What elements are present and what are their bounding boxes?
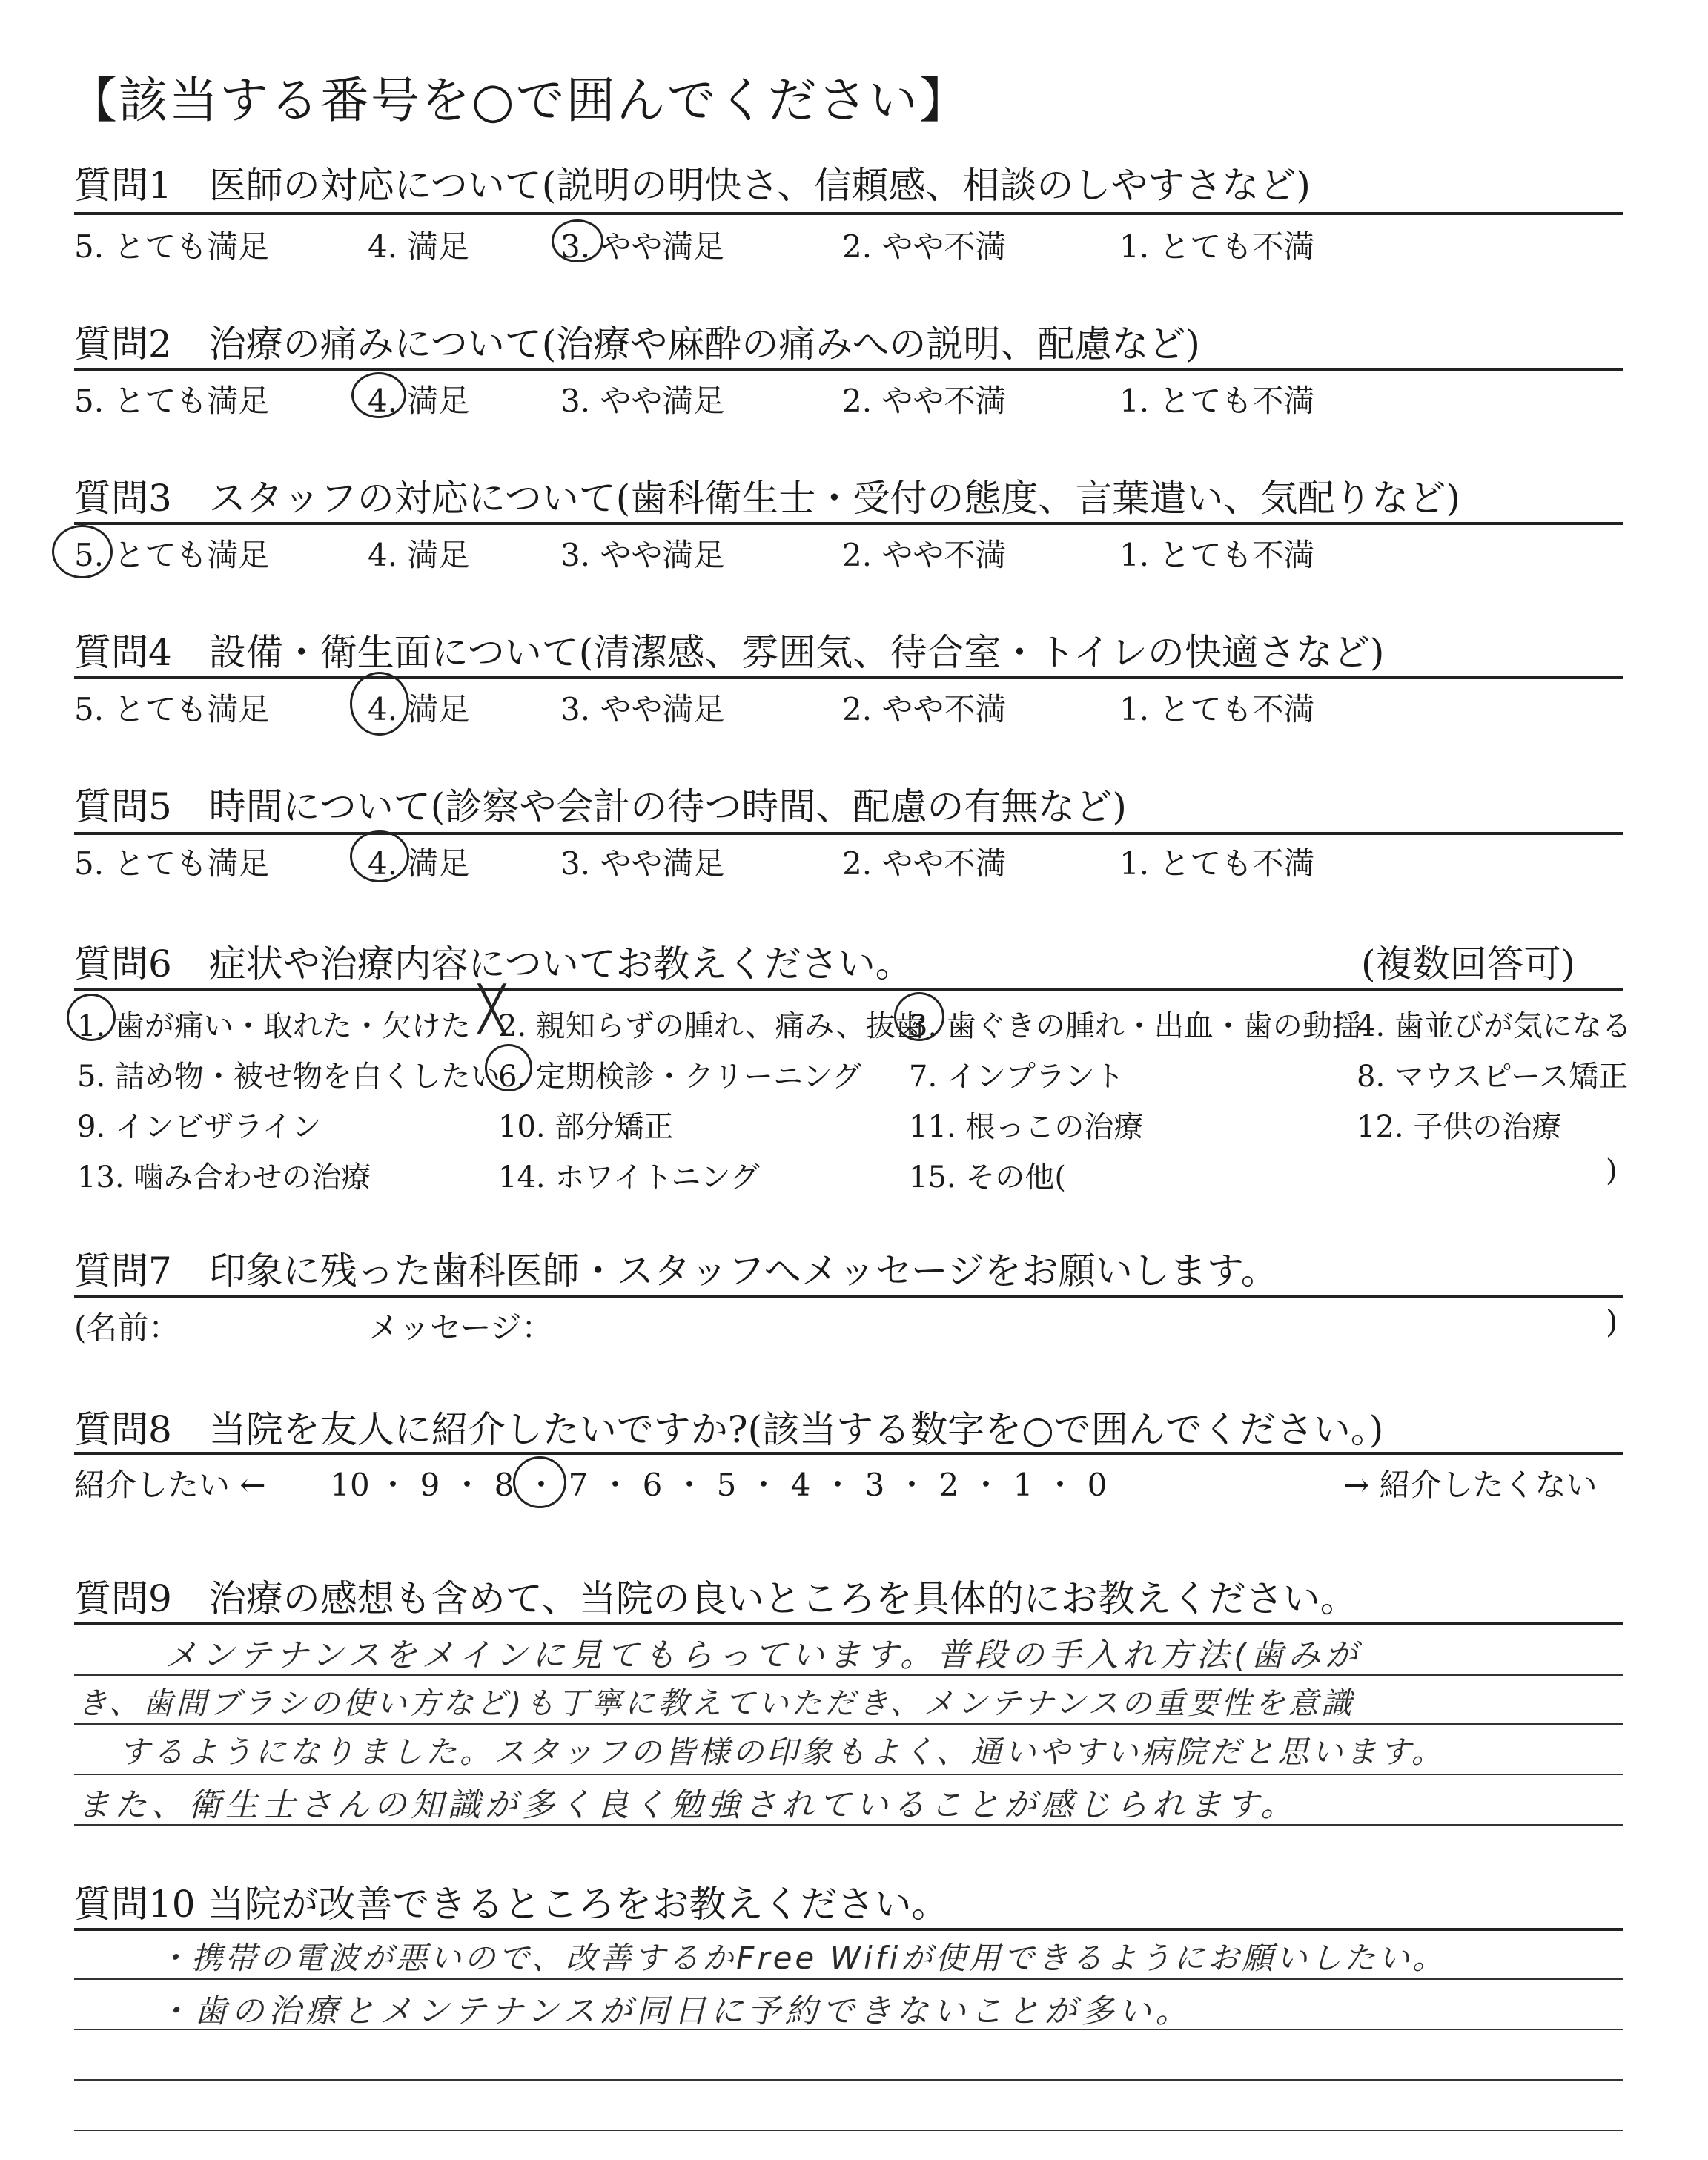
question-6-note: (複数回答可) xyxy=(1361,942,1576,985)
divider xyxy=(74,1295,1623,1298)
q6-option-14[interactable]: 14. ホワイトニング xyxy=(498,1160,760,1195)
q5-option-1[interactable]: 1. とても不満 xyxy=(1119,845,1315,882)
q6-option-2[interactable]: 2. 親知らずの腫れ、痛み、抜歯 xyxy=(498,1009,925,1043)
q2-option-2[interactable]: 2. やや不満 xyxy=(842,383,1007,419)
q9-answer-line: メンテナンスをメインに見てもらっています。普段の手入れ方法(歯みが xyxy=(165,1636,1363,1674)
q1-option-3[interactable]: 3. やや満足 xyxy=(560,228,725,265)
q8-number-2[interactable]: 2 xyxy=(939,1467,959,1503)
q8-separator: ・ xyxy=(525,1467,557,1503)
divider xyxy=(74,522,1623,525)
divider xyxy=(74,988,1623,991)
question-3-title: 質問3 スタッフの対応について(歯科衛生士・受付の態度、言葉遣い、気配りなど) xyxy=(74,477,1460,520)
divider xyxy=(74,676,1623,679)
q6-option-7[interactable]: 7. インプラント xyxy=(909,1060,1125,1094)
q9-answer-line: き、歯間ブラシの使い方など)も丁寧に教えていただき、メンテナンスの重要性を意識 xyxy=(77,1685,1355,1721)
q7-name-label: (名前： xyxy=(74,1309,180,1346)
q4-option-4[interactable]: 4. 満足 xyxy=(368,691,470,727)
q2-option-1[interactable]: 1. とても不満 xyxy=(1119,383,1315,419)
q8-separator: ・ xyxy=(377,1467,408,1503)
q3-option-4[interactable]: 4. 満足 xyxy=(368,537,470,573)
q8-separator: ・ xyxy=(747,1467,779,1503)
q10-answer-line: ・携帯の電波が悪いので、改善するかFree Wifiが使用できるようにお願いしたい。 xyxy=(157,1940,1447,1976)
divider xyxy=(74,1928,1623,1931)
q5-option-3[interactable]: 3. やや満足 xyxy=(560,845,725,882)
q1-option-4[interactable]: 4. 満足 xyxy=(368,228,470,265)
q8-separator: ・ xyxy=(896,1467,927,1503)
q3-option-1[interactable]: 1. とても不満 xyxy=(1119,537,1315,573)
q4-option-2[interactable]: 2. やや不満 xyxy=(842,691,1007,727)
q1-option-1[interactable]: 1. とても不満 xyxy=(1119,228,1315,265)
q5-option-2[interactable]: 2. やや不満 xyxy=(842,845,1007,882)
q1-option-5[interactable]: 5. とても満足 xyxy=(74,228,270,265)
divider xyxy=(74,1622,1623,1625)
q6-option-12[interactable]: 12. 子供の治療 xyxy=(1357,1110,1562,1144)
question-1-title: 質問1 医師の対応について(説明の明快さ、信頼感、相談のしやすさなど) xyxy=(74,164,1311,207)
q8-number-1[interactable]: 1 xyxy=(1013,1467,1033,1503)
q10-answer-line: ・歯の治療とメンテナンスが同日に予約できないことが多い。 xyxy=(157,1992,1193,2030)
q3-option-3[interactable]: 3. やや満足 xyxy=(560,537,725,573)
q9-answer-line: するようになりました。スタッフの皆様の印象もよく、通いやすい病院だと思います。 xyxy=(119,1734,1446,1770)
q6-option-11[interactable]: 11. 根っこの治療 xyxy=(909,1110,1144,1144)
question-4-title: 質問4 設備・衛生面について(清潔感、雰囲気、待合室・トイレの快適さなど) xyxy=(74,631,1385,674)
question-5-title: 質問5 時間について(診察や会計の待つ時間、配慮の有無など) xyxy=(74,785,1127,828)
q3-option-2[interactable]: 2. やや不満 xyxy=(842,537,1007,573)
q8-number-scale xyxy=(323,1461,1118,1505)
writing-line xyxy=(74,2130,1623,2131)
q2-option-3[interactable]: 3. やや満足 xyxy=(560,383,725,419)
q8-separator: ・ xyxy=(673,1467,705,1503)
q2-option-5[interactable]: 5. とても満足 xyxy=(74,383,270,419)
q6-other-close-paren: ) xyxy=(1606,1154,1618,1188)
q6-option-1[interactable]: 1. 歯が痛い・取れた・欠けた xyxy=(77,1009,471,1043)
divider xyxy=(74,832,1623,835)
writing-line xyxy=(74,1723,1623,1725)
q8-separator: ・ xyxy=(451,1467,483,1503)
q6-cross-mark-2: ╳ xyxy=(479,983,505,1034)
q7-message-label: メッセージ： xyxy=(368,1309,553,1346)
q8-number-9[interactable]: 9 xyxy=(420,1467,440,1503)
q5-option-4[interactable]: 4. 満足 xyxy=(368,845,470,882)
q8-separator: ・ xyxy=(970,1467,1002,1503)
q8-left-label: 紹介したい ← xyxy=(74,1467,266,1503)
q8-number-6[interactable]: 6 xyxy=(642,1467,663,1503)
q8-right-label: → 紹介したくない xyxy=(1343,1467,1598,1503)
q6-option-6[interactable]: 6. 定期検診・クリーニング xyxy=(498,1060,862,1094)
q8-number-7[interactable]: 7 xyxy=(568,1467,589,1503)
question-6-title: 質問6 症状や治療内容についてお教えください。 xyxy=(74,942,913,985)
q6-option-8[interactable]: 8. マウスピース矯正 xyxy=(1357,1060,1629,1094)
q4-option-5[interactable]: 5. とても満足 xyxy=(74,691,270,727)
question-8-title: 質問8 当院を友人に紹介したいですか?(該当する数字を○で囲んでください。) xyxy=(74,1408,1384,1451)
q8-number-0[interactable]: 0 xyxy=(1087,1467,1108,1503)
q6-option-3[interactable]: 3. 歯ぐきの腫れ・出血・歯の動揺 xyxy=(909,1009,1362,1043)
q8-number-3[interactable]: 3 xyxy=(864,1467,885,1503)
q8-number-10[interactable]: 10 xyxy=(330,1467,370,1503)
q3-option-5[interactable]: 5. とても満足 xyxy=(74,537,270,573)
writing-line xyxy=(74,1774,1623,1775)
divider xyxy=(74,1452,1623,1455)
q8-number-5[interactable]: 5 xyxy=(716,1467,737,1503)
q5-option-5[interactable]: 5. とても満足 xyxy=(74,845,270,882)
q8-separator: ・ xyxy=(821,1467,853,1503)
q8-number-8[interactable]: 8 xyxy=(494,1467,514,1503)
q8-separator: ・ xyxy=(1044,1467,1076,1503)
q6-option-4[interactable]: 4. 歯並びが気になる xyxy=(1357,1009,1632,1043)
q6-option-5[interactable]: 5. 詰め物・被せ物を白くしたい xyxy=(77,1060,500,1094)
divider xyxy=(74,368,1623,371)
q9-answer-line: また、衛生士さんの知識が多く良く勉強されていることが感じられます。 xyxy=(77,1786,1298,1824)
q7-close-paren: ) xyxy=(1606,1304,1618,1340)
q1-option-2[interactable]: 2. やや不満 xyxy=(842,228,1007,265)
divider xyxy=(74,212,1623,215)
writing-line xyxy=(74,2079,1623,2081)
q8-number-4[interactable]: 4 xyxy=(790,1467,811,1503)
q4-option-1[interactable]: 1. とても不満 xyxy=(1119,691,1315,727)
q6-option-10[interactable]: 10. 部分矯正 xyxy=(498,1110,674,1144)
q2-option-4[interactable]: 4. 満足 xyxy=(368,383,470,419)
question-9-title: 質問9 治療の感想も含めて、当院の良いところを具体的にお教えください。 xyxy=(74,1577,1357,1620)
question-2-title: 質問2 治療の痛みについて(治療や麻酔の痛みへの説明、配慮など) xyxy=(74,323,1200,366)
writing-line xyxy=(74,1978,1623,1980)
question-7-title: 質問7 印象に残った歯科医師・スタッフへメッセージをお願いします。 xyxy=(74,1249,1278,1292)
page-title: 【該当する番号を○で囲んでください】 xyxy=(68,72,970,129)
q8-separator: ・ xyxy=(599,1467,631,1503)
q6-option-13[interactable]: 13. 噛み合わせの治療 xyxy=(77,1160,371,1195)
q4-option-3[interactable]: 3. やや満足 xyxy=(560,691,725,727)
q6-option-9[interactable]: 9. インビザライン xyxy=(77,1110,322,1144)
question-10-title: 質問10 当院が改善できるところをお教えください。 xyxy=(74,1883,949,1926)
q6-option-15[interactable]: 15. その他( xyxy=(909,1160,1066,1195)
